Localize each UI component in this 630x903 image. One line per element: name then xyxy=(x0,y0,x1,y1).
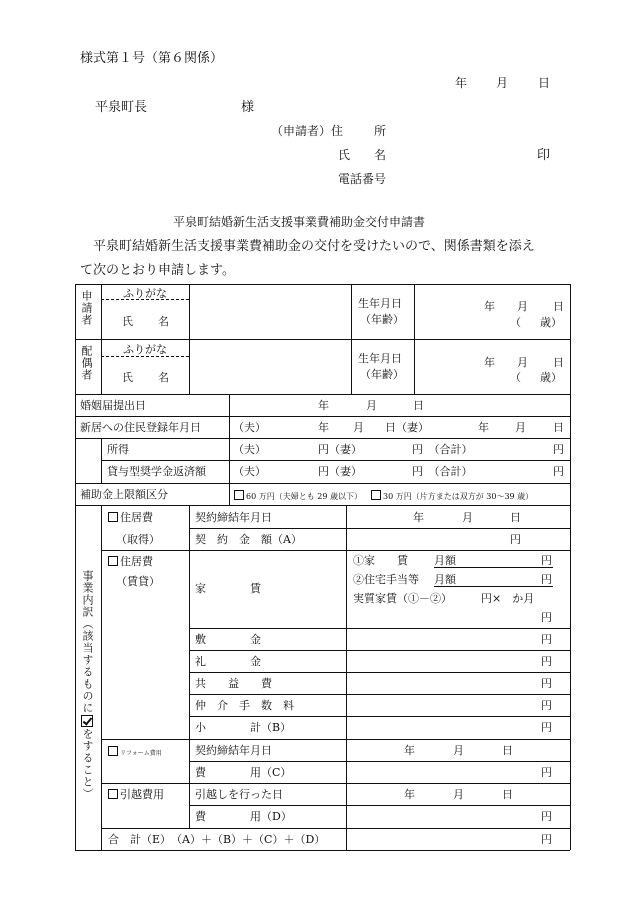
limit-option-30[interactable] xyxy=(371,490,533,501)
subtotal-yen: 円 xyxy=(541,721,552,734)
form-number: 様式第１号（第６関係） xyxy=(80,51,224,66)
applicant-name-label-1: 氏 xyxy=(122,315,133,328)
applicant-name-label-2: 名 xyxy=(158,315,169,328)
date-month: 月 xyxy=(496,76,509,90)
addressee: 平泉町長 xyxy=(95,100,148,115)
loan-husband: （夫） xyxy=(233,465,266,478)
details-group-text: 事業内訳（該当するものに xyxy=(81,570,94,714)
marriage-date-label: 婚姻届提出日 xyxy=(80,399,146,412)
spouse-group-label: 配偶者 xyxy=(80,345,93,381)
applicant-age-label: （年齢） xyxy=(360,313,404,326)
details-group-label xyxy=(80,570,94,800)
spouse-birth-year: 年 xyxy=(484,356,495,369)
housing-rent-option[interactable] xyxy=(108,556,153,567)
residence-husband-year: 年 xyxy=(318,421,329,434)
spouse-name-label-2: 名 xyxy=(158,371,169,384)
loan-label: 貸与型奨学金返済額 xyxy=(107,465,206,478)
limit-60-checkbox[interactable] xyxy=(234,490,244,500)
applicant-furigana-label: ふりがな xyxy=(123,287,167,300)
loan-total-yen: 円 xyxy=(553,465,564,478)
moving-year: 年 xyxy=(404,788,415,801)
spouse-furigana-label: ふりがな xyxy=(123,343,167,356)
applicant-birth-day: 日 xyxy=(553,300,564,313)
spouse-age-open: （ xyxy=(510,371,521,384)
rent-yen-1: 円 xyxy=(541,554,552,567)
spouse-age-label: （年齢） xyxy=(360,368,404,381)
spouse-birth-label: 生年月日 xyxy=(358,352,402,365)
deposit-yen: 円 xyxy=(541,633,552,646)
moving-option[interactable] xyxy=(108,789,164,800)
moving-day: 日 xyxy=(502,788,513,801)
real-rent-yen: 円 xyxy=(541,611,552,624)
rent-item-1: ①家 賃 xyxy=(353,554,408,567)
marriage-year: 年 xyxy=(318,399,329,412)
residence-wife-month: 月 xyxy=(515,421,526,434)
moving-date-label: 引越しを行った日 xyxy=(195,788,283,801)
common-fee-label: 共 益 費 xyxy=(195,677,272,690)
income-husband-yen: 円（妻） xyxy=(318,443,362,456)
subtotal-label: 小 計（B） xyxy=(195,721,292,734)
contract-month: 月 xyxy=(462,511,473,524)
real-rent-label: 実質家賃（①－②） xyxy=(353,592,452,605)
reform-year: 年 xyxy=(404,744,415,757)
residence-husband-day-wife: 日（妻） xyxy=(385,421,429,434)
applicant-birth-year: 年 xyxy=(484,300,495,313)
reform-cost-label: 費 用（C） xyxy=(195,766,292,779)
seal: 印 xyxy=(537,148,551,163)
spouse-name-label-1: 氏 xyxy=(122,371,133,384)
applicant-birth-month: 月 xyxy=(517,300,528,313)
limit-60-text: 60 万円（夫婦とも 29 歳以下） xyxy=(246,492,362,501)
income-label: 所得 xyxy=(107,443,129,456)
key-money-label: 礼 金 xyxy=(195,655,261,668)
rent-yen-2: 円 xyxy=(541,573,552,586)
date-year: 年 xyxy=(455,76,468,90)
common-fee-yen: 円 xyxy=(541,677,552,690)
residence-wife-day: 日 xyxy=(553,421,564,434)
reform-cost-yen: 円 xyxy=(541,766,552,779)
moving-checkbox[interactable] xyxy=(108,789,118,799)
contract-amount-label: 契 約 金 額（A） xyxy=(195,533,302,546)
loan-husband-yen: 円（妻） xyxy=(318,465,362,478)
applicant-prefix: （申請者）住 xyxy=(271,124,344,138)
moving-cost-yen: 円 xyxy=(541,810,552,823)
residence-husband-month: 月 xyxy=(353,421,364,434)
details-group-text-end: をすること） xyxy=(81,728,94,800)
intro-line-1: 平泉町結婚新生活支援事業費補助金の交付を受けたいので、関係書類を添え xyxy=(93,239,535,254)
spouse-birth-month: 月 xyxy=(517,356,528,369)
document-title: 平泉町結婚新生活支援事業費補助金交付申請書 xyxy=(173,215,426,229)
applicant-group-label: 申請者 xyxy=(80,290,93,326)
rent-item-2: ②住宅手当等 xyxy=(353,573,419,586)
residence-wife-year: 年 xyxy=(478,421,489,434)
name-label-2: 名 xyxy=(374,148,387,162)
income-total-yen: 円 xyxy=(553,443,564,456)
real-rent-yen-months: 円× か月 xyxy=(481,592,535,605)
reform-option[interactable] xyxy=(108,746,162,757)
contract-year: 年 xyxy=(413,511,424,524)
contract-date-label: 契約締結年月日 xyxy=(195,511,272,524)
limit-label: 補助金上限額区分 xyxy=(80,488,168,501)
income-husband: （夫） xyxy=(233,443,266,456)
housing-rent-checkbox[interactable] xyxy=(108,556,118,566)
income-wife-yen: 円 （合計） xyxy=(412,443,473,456)
spouse-birth-day: 日 xyxy=(553,356,564,369)
phone-label: 電話番号 xyxy=(338,172,387,186)
moving-month: 月 xyxy=(453,788,464,801)
key-money-yen: 円 xyxy=(541,655,552,668)
applicant-furigana-field[interactable] xyxy=(192,286,348,298)
housing-purchase-option[interactable] xyxy=(108,512,153,523)
limit-30-text: 30 万円（片方または双方が 30～39 歳） xyxy=(383,492,534,501)
rent-label: 家 賃 xyxy=(195,582,261,595)
residence-husband: （夫） xyxy=(233,421,266,434)
reform-checkbox[interactable] xyxy=(108,746,118,756)
address-label: 所 xyxy=(374,124,387,138)
spouse-name-field[interactable] xyxy=(192,358,348,392)
loan-wife-yen: 円 （合計） xyxy=(412,465,473,478)
broker-fee-yen: 円 xyxy=(541,699,552,712)
housing-purchase-label: 住居費 xyxy=(120,511,153,524)
limit-option-60[interactable] xyxy=(234,490,362,501)
contract-amount-yen: 円 xyxy=(510,533,521,546)
rent-monthly-1: 月額 xyxy=(434,555,553,568)
applicant-age-open: （ xyxy=(510,316,521,329)
deposit-label: 敷 金 xyxy=(195,633,261,646)
housing-purchase-sub: （取得） xyxy=(116,533,160,546)
rent-monthly-2: 月額 xyxy=(434,574,553,587)
contract-day: 日 xyxy=(510,511,521,524)
intro-line-2: て次のとおり申請します。 xyxy=(80,263,235,278)
moving-label: 引越費用 xyxy=(120,788,164,801)
total-label: 合 計（E） （A）＋（B）＋（C）＋（D） xyxy=(108,833,326,846)
total-yen: 円 xyxy=(541,833,552,846)
marriage-month: 月 xyxy=(366,399,377,412)
reform-label: リフォーム費用 xyxy=(120,750,162,757)
applicant-birth-label: 生年月日 xyxy=(358,297,402,310)
housing-purchase-checkbox[interactable] xyxy=(108,512,118,522)
applicant-age-close: 歳） xyxy=(540,316,562,329)
reform-day: 日 xyxy=(502,744,513,757)
reform-month: 月 xyxy=(453,744,464,757)
name-label-1: 氏 xyxy=(338,148,351,162)
honorific: 様 xyxy=(241,100,255,115)
housing-rent-sub: （賃貸） xyxy=(116,575,160,588)
reform-date-label: 契約締結年月日 xyxy=(195,744,272,757)
housing-rent-label: 住居費 xyxy=(120,555,153,568)
broker-fee-label: 仲 介 手 数 料 xyxy=(195,699,294,712)
residence-date-label: 新居への住民登録年月日 xyxy=(80,421,201,434)
applicant-name-field[interactable] xyxy=(192,302,348,336)
spouse-age-close: 歳） xyxy=(540,371,562,384)
moving-cost-label: 費 用（D） xyxy=(195,810,292,823)
marriage-day: 日 xyxy=(413,399,424,412)
limit-30-checkbox[interactable] xyxy=(371,490,381,500)
date-day: 日 xyxy=(538,76,551,90)
checkmark-icon xyxy=(81,715,93,727)
